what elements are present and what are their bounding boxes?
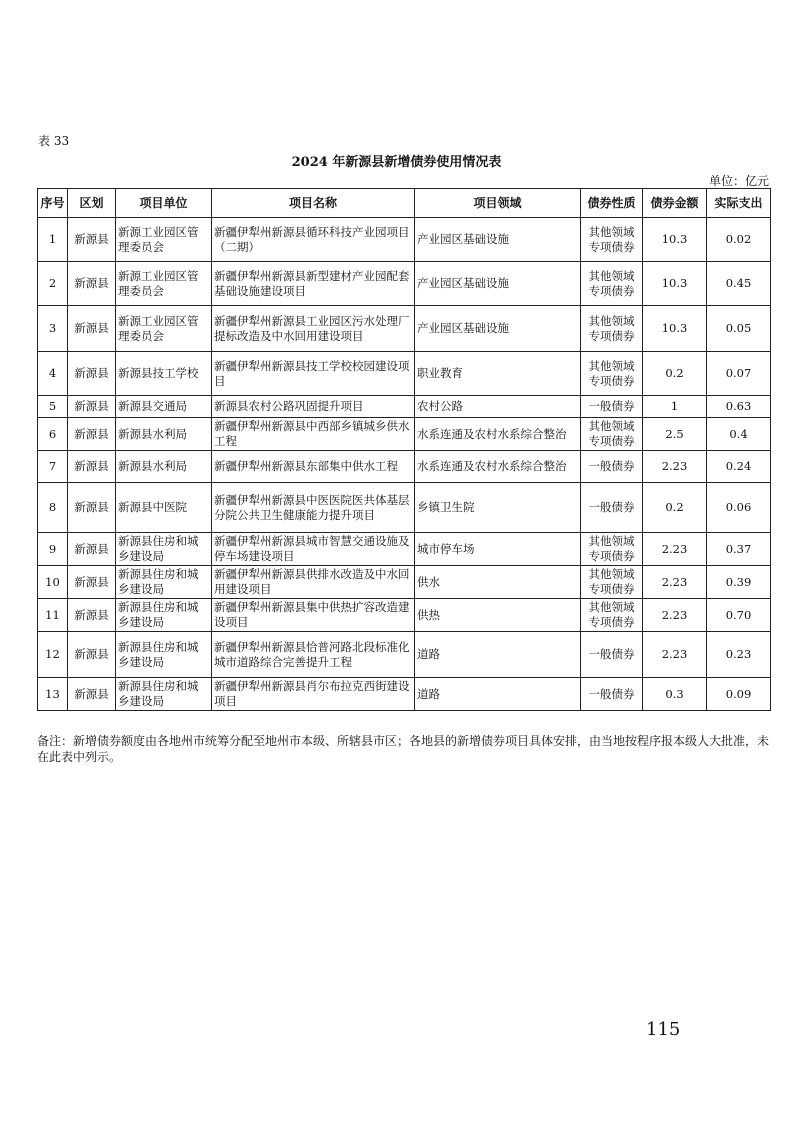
project-name-cell: 新源县农村公路巩固提升项目 [212,396,415,418]
bond-type-cell: 其他领域专项债券 [581,599,643,632]
column-header: 项目领域 [415,189,581,218]
project-field-cell: 城市停车场 [415,533,581,566]
actual-expenditure-cell: 0.24 [707,451,771,483]
project-field-cell: 产业园区基础设施 [415,262,581,306]
project-name-cell: 新疆伊犁州新源县新型建材产业园配套基础设施建设项目 [212,262,415,306]
actual-expenditure-cell: 0.63 [707,396,771,418]
row-number-cell: 12 [38,632,68,678]
bond-type-cell: 其他领域专项债券 [581,262,643,306]
bond-amount-cell: 10.3 [643,262,707,306]
bond-amount-cell: 1 [643,396,707,418]
row-number-cell: 2 [38,262,68,306]
project-field-cell: 供水 [415,566,581,599]
column-header: 区划 [68,189,116,218]
project-field-cell: 水系连通及农村水系综合整治 [415,418,581,451]
actual-expenditure-cell: 0.37 [707,533,771,566]
bond-usage-table [37,188,771,711]
project-field-cell: 道路 [415,632,581,678]
project-unit-cell: 新源县住房和城乡建设局 [116,678,212,711]
region-cell: 新源县 [68,396,116,418]
column-header: 项目名称 [212,189,415,218]
region-cell: 新源县 [68,678,116,711]
project-unit-cell: 新源县技工学校 [116,352,212,396]
project-name-cell: 新疆伊犁州新源县东部集中供水工程 [212,451,415,483]
table-row [38,262,771,306]
table-row [38,218,771,262]
row-number-cell: 7 [38,451,68,483]
row-number-cell: 4 [38,352,68,396]
column-header: 实际支出 [707,189,771,218]
bond-amount-cell: 2.23 [643,632,707,678]
bond-type-cell: 一般债券 [581,678,643,711]
region-cell: 新源县 [68,599,116,632]
bond-amount-cell: 0.2 [643,483,707,533]
project-unit-cell: 新源县水利局 [116,418,212,451]
project-name-cell: 新疆伊犁州新源县循环科技产业园项目（二期） [212,218,415,262]
row-number-cell: 9 [38,533,68,566]
table-row [38,632,771,678]
bond-amount-cell: 2.23 [643,533,707,566]
actual-expenditure-cell: 0.05 [707,306,771,352]
row-number-cell: 5 [38,396,68,418]
column-header: 序号 [38,189,68,218]
project-field-cell: 乡镇卫生院 [415,483,581,533]
project-unit-cell: 新源工业园区管理委员会 [116,306,212,352]
bond-amount-cell: 10.3 [643,306,707,352]
row-number-cell: 11 [38,599,68,632]
bond-type-cell: 其他领域专项债券 [581,352,643,396]
actual-expenditure-cell: 0.45 [707,262,771,306]
project-unit-cell: 新源工业园区管理委员会 [116,218,212,262]
row-number-cell: 10 [38,566,68,599]
actual-expenditure-cell: 0.06 [707,483,771,533]
actual-expenditure-cell: 0.4 [707,418,771,451]
project-field-cell: 产业园区基础设施 [415,306,581,352]
project-name-cell: 新疆伊犁州新源县中西部乡镇城乡供水工程 [212,418,415,451]
bond-amount-cell: 2.23 [643,451,707,483]
bond-type-cell: 其他领域专项债券 [581,218,643,262]
page-title: 2024 年新源县新增债券使用情况表 [291,155,502,170]
region-cell: 新源县 [68,352,116,396]
table-row [38,678,771,711]
project-unit-cell: 新源县住房和城乡建设局 [116,533,212,566]
row-number-cell: 6 [38,418,68,451]
actual-expenditure-cell: 0.70 [707,599,771,632]
row-number-cell: 3 [38,306,68,352]
region-cell: 新源县 [68,418,116,451]
project-field-cell: 产业园区基础设施 [415,218,581,262]
bond-type-cell: 其他领域专项债券 [581,306,643,352]
table-row [38,533,771,566]
project-field-cell: 道路 [415,678,581,711]
row-number-cell: 8 [38,483,68,533]
row-number-cell: 1 [38,218,68,262]
region-cell: 新源县 [68,566,116,599]
bond-amount-cell: 2.23 [643,566,707,599]
bond-type-cell: 一般债券 [581,632,643,678]
project-name-cell: 新疆伊犁州新源县中医医院医共体基层分院公共卫生健康能力提升项目 [212,483,415,533]
table-row [38,483,771,533]
bond-amount-cell: 10.3 [643,218,707,262]
project-name-cell: 新疆伊犁州新源县工业园区污水处理厂提标改造及中水回用建设项目 [212,306,415,352]
table-body [38,218,771,711]
footnote: 备注：新增债券额度由各地州市统筹分配至地州市本级、所辖县市区；各地县的新增债券项目具体安排，由当地按程序报本级人大批准，未在此表中列示。 [37,734,770,764]
project-unit-cell: 新源县交通局 [116,396,212,418]
bond-amount-cell: 0.3 [643,678,707,711]
actual-expenditure-cell: 0.23 [707,632,771,678]
table-row [38,418,771,451]
column-header: 项目单位 [116,189,212,218]
region-cell: 新源县 [68,632,116,678]
bond-type-cell: 其他领域专项债券 [581,533,643,566]
actual-expenditure-cell: 0.09 [707,678,771,711]
project-name-cell: 新疆伊犁州新源县技工学校校园建设项目 [212,352,415,396]
actual-expenditure-cell: 0.39 [707,566,771,599]
bond-amount-cell: 2.5 [643,418,707,451]
project-name-cell: 新疆伊犁州新源县供排水改造及中水回用建设项目 [212,566,415,599]
table-row [38,306,771,352]
project-unit-cell: 新源县住房和城乡建设局 [116,632,212,678]
project-name-cell: 新疆伊犁州新源县集中供热扩容改造建设项目 [212,599,415,632]
region-cell: 新源县 [68,306,116,352]
bond-type-cell: 一般债券 [581,396,643,418]
actual-expenditure-cell: 0.02 [707,218,771,262]
bond-type-cell: 一般债券 [581,451,643,483]
project-unit-cell: 新源县水利局 [116,451,212,483]
region-cell: 新源县 [68,451,116,483]
row-number-cell: 13 [38,678,68,711]
region-cell: 新源县 [68,483,116,533]
project-field-cell: 供热 [415,599,581,632]
project-name-cell: 新疆伊犁州新源县恰普河路北段标准化城市道路综合完善提升工程 [212,632,415,678]
project-field-cell: 职业教育 [415,352,581,396]
region-cell: 新源县 [68,218,116,262]
page-number: 115 [646,1019,681,1040]
project-unit-cell: 新源县住房和城乡建设局 [116,566,212,599]
bond-type-cell: 其他领域专项债券 [581,566,643,599]
table-row [38,451,771,483]
region-cell: 新源县 [68,533,116,566]
project-unit-cell: 新源县住房和城乡建设局 [116,599,212,632]
project-unit-cell: 新源县中医院 [116,483,212,533]
column-header: 债券金额 [643,189,707,218]
bond-type-cell: 其他领域专项债券 [581,418,643,451]
table-row [38,566,771,599]
header-row [38,189,771,218]
table-row [38,599,771,632]
table-label: 表 33 [38,134,70,148]
bond-type-cell: 一般债券 [581,483,643,533]
column-header: 债券性质 [581,189,643,218]
unit-label: 单位：亿元 [708,174,769,188]
project-name-cell: 新疆伊犁州新源县城市智慧交通设施及停车场建设项目 [212,533,415,566]
table-row [38,352,771,396]
bond-amount-cell: 0.2 [643,352,707,396]
table-row [38,396,771,418]
project-field-cell: 水系连通及农村水系综合整治 [415,451,581,483]
project-name-cell: 新疆伊犁州新源县肖尔布拉克西街建设项目 [212,678,415,711]
actual-expenditure-cell: 0.07 [707,352,771,396]
region-cell: 新源县 [68,262,116,306]
bond-amount-cell: 2.23 [643,599,707,632]
project-unit-cell: 新源工业园区管理委员会 [116,262,212,306]
project-field-cell: 农村公路 [415,396,581,418]
